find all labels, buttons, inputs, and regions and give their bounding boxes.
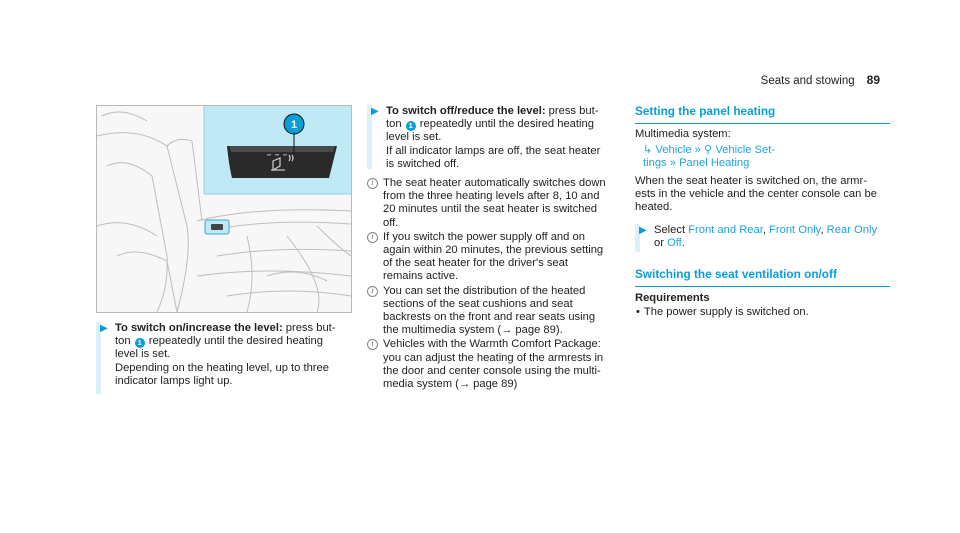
callout-badge: 1: [406, 121, 416, 131]
info-icon: i: [367, 232, 378, 243]
option-front-and-rear[interactable]: Front and Rear: [688, 224, 763, 236]
page-header: [761, 74, 880, 88]
return-arrow-icon: ↳: [643, 144, 653, 157]
switch-on-text: To switch on/increase the level: press but- ton 1 repeatedly until the desired heating level is set. Depending on the heating level, up to three indicator lamps light up.: [115, 322, 336, 387]
car-settings-icon: ⚲: [704, 144, 713, 157]
double-chevron-icon: »: [694, 144, 701, 157]
panel-heating-body: [635, 128, 890, 214]
figure-callout-number: 1: [290, 119, 298, 131]
select-step: [635, 224, 894, 252]
section-title-seat-ventilation: Switching the seat ventilation on/off: [635, 268, 890, 287]
multimedia-intro: Multimedia system:: [635, 128, 731, 140]
path-vehicle-settings-cont[interactable]: tings: [643, 157, 667, 170]
option-off[interactable]: Off: [667, 237, 682, 250]
path-vehicle-settings[interactable]: Vehicle Set-: [715, 144, 776, 157]
info-icon: i: [367, 178, 378, 189]
select-text: Select Front and Rear, Front Only, Rear Only or Off.: [654, 224, 878, 250]
path-vehicle[interactable]: Vehicle: [655, 144, 692, 157]
bullet-icon: •: [636, 306, 640, 319]
info-icon: i: [367, 286, 378, 297]
double-chevron-icon: »: [669, 157, 676, 170]
requirements-title: Requirements: [635, 292, 710, 304]
section-name: Seats and stowing: [760, 75, 855, 87]
section-title-panel-heating: Setting the panel heating: [635, 105, 890, 124]
switch-off-text: To switch off/reduce the level: press but- ton 1 repeatedly until the desired heating level is set. If all indicator lamps are off, the seat heater is switched off.: [386, 105, 601, 170]
notes-list: [367, 177, 617, 391]
requirements-block: [635, 292, 890, 319]
requirement-item: • The power supply is switched on.: [636, 306, 809, 319]
option-front-only[interactable]: Front Only: [769, 224, 821, 236]
switch-off-step: [367, 105, 626, 169]
note-distribution: i You can set the distribution of the heated sections of the seat cushions and seat backrests on the front and rear seats using the multimedia system (→ page 89).: [367, 285, 617, 338]
arrow-right-icon: ▶: [100, 323, 108, 334]
arrow-right-icon: ▶: [639, 225, 647, 236]
info-icon: i: [367, 339, 378, 350]
note-warmth-comfort: i Vehicles with the Warmth Comfort Package: you can adjust the heating of the armrests in the door and center console using the multi- media system (→ page 89): [367, 338, 617, 391]
option-rear-only[interactable]: Rear Only: [826, 224, 878, 236]
car-interior-illustration: [97, 106, 351, 312]
callout-badge: 1: [135, 338, 145, 348]
path-panel-heating[interactable]: Panel Heating: [679, 157, 750, 170]
switch-on-step: [96, 322, 355, 394]
arrow-right-icon: ▶: [371, 106, 379, 117]
seat-heater-figure: [96, 105, 352, 313]
panel-heating-desc: When the seat heater is switched on, the armr- ests in the vehicle and the center console can be heated.: [635, 174, 877, 214]
note-auto-switch-down: i The seat heater automatically switches down from the three heating levels after 8, 10 and 20 minutes until the seat heater is switched off.: [367, 177, 617, 230]
menu-path: [643, 144, 890, 170]
note-power-supply: i If you switch the power supply off and on again within 20 minutes, the previous setting of the seat heater for the driver's seat remains active.: [367, 231, 617, 284]
page-number: 89: [866, 73, 880, 87]
